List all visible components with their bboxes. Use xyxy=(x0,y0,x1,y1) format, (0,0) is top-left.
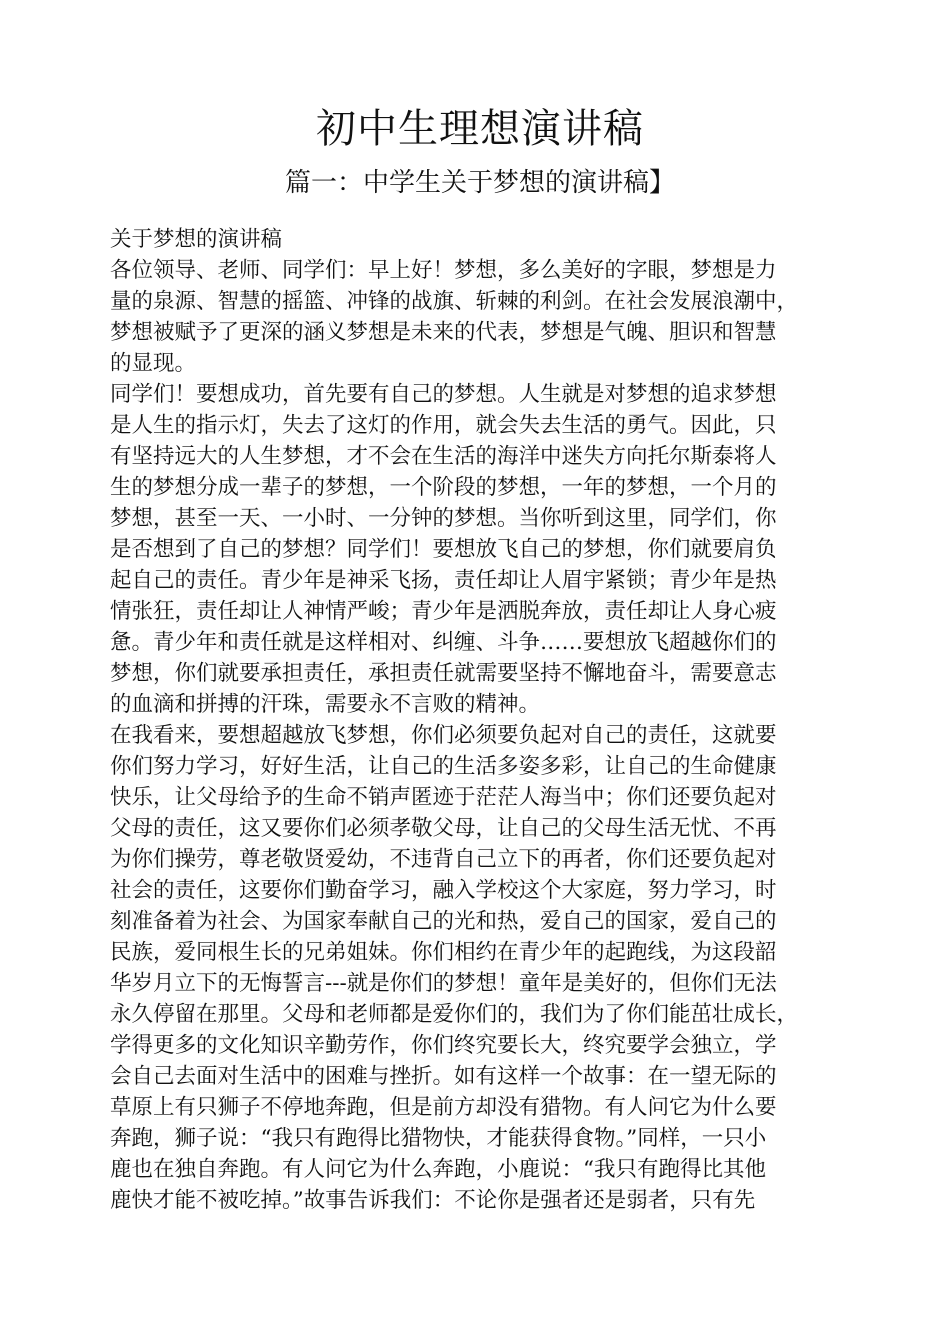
text-line: 永久停留在那里。父母和老师都是爱你们的，我们为了你们能茁壮成长， xyxy=(110,1002,799,1027)
text-line: 鹿快才能不被吃掉。”故事告诉我们：不论你是强者还是弱者，只有先 xyxy=(110,1188,756,1213)
text-line: 惫。青少年和责任就是这样相对、纠缠、斗争……要想放飞超越你们的 xyxy=(110,630,777,655)
text-line: 生的梦想分成一辈子的梦想，一个阶段的梦想，一年的梦想，一个月的 xyxy=(110,475,777,500)
text-line: 华岁月立下的无悔誓言---就是你们的梦想！童年是美好的，但你们无法 xyxy=(110,971,777,996)
text-line: 各位领导、老师、同学们：早上好！梦想，多么美好的字眼，梦想是力 xyxy=(110,258,777,283)
text-line: 在我看来，要想超越放飞梦想，你们必须要负起对自己的责任，这就要 xyxy=(110,723,777,748)
text-line: 的血滴和拼搏的汗珠，需要永不言败的精神。 xyxy=(110,692,541,717)
text-line: 梦想被赋予了更深的涵义梦想是未来的代表，梦想是气魄、胆识和智慧 xyxy=(110,320,777,345)
text-line: 是人生的指示灯，失去了这灯的作用，就会失去生活的勇气。因此，只 xyxy=(110,413,777,438)
text-line: 量的泉源、智慧的摇篮、冲锋的战旗、斩棘的利剑。在社会发展浪潮中， xyxy=(110,289,799,314)
text-line: 快乐，让父母给予的生命不销声匿迹于茫茫人海当中；你们还要负起对 xyxy=(110,785,777,810)
text-line: 会自己去面对生活中的困难与挫折。如有这样一个故事：在一望无际的 xyxy=(110,1064,777,1089)
text-line: 父母的责任，这又要你们必须孝敬父母，让自己的父母生活无忧、不再 xyxy=(110,816,777,841)
text-line: 奔跑，狮子说：“我只有跑得比猎物快，才能获得食物。”同样，一只小 xyxy=(110,1126,767,1151)
text-line: 学得更多的文化知识辛勤劳作，你们终究要长大，终究要学会独立，学 xyxy=(110,1033,777,1058)
text-line: 刻准备着为社会、为国家奉献自己的光和热，爱自己的国家，爱自己的 xyxy=(110,909,777,934)
text-line: 情张狂，责任却让人神情严峻；青少年是洒脱奔放，责任却让人身心疲 xyxy=(110,599,777,624)
text-line: 草原上有只狮子不停地奔跑，但是前方却没有猎物。有人问它为什么要 xyxy=(110,1095,777,1120)
text-line: 民族，爱同根生长的兄弟姐妹。你们相约在青少年的起跑线，为这段韶 xyxy=(110,940,777,965)
page-title: 初中生理想演讲稿 xyxy=(316,106,644,152)
text-line: 起自己的责任。青少年是神采飞扬，责任却让人眉宇紧锁；青少年是热 xyxy=(110,568,777,593)
text-line: 同学们！要想成功，首先要有自己的梦想。人生就是对梦想的追求梦想 xyxy=(110,382,777,407)
text-line: 你们努力学习，好好生活，让自己的生活多姿多彩，让自己的生命健康 xyxy=(110,754,777,779)
text-line: 社会的责任，这要你们勤奋学习，融入学校这个大家庭，努力学习，时 xyxy=(110,878,777,903)
text-line: 的显现。 xyxy=(110,351,197,376)
text-line: 有坚持远大的人生梦想，才不会在生活的海洋中迷失方向托尔斯泰将人 xyxy=(110,444,777,469)
text-line: 鹿也在独自奔跑。有人问它为什么奔跑，小鹿说：“我只有跑得比其他 xyxy=(110,1157,766,1182)
text-line: 梦想，甚至一天、一小时、一分钟的梦想。当你听到这里，同学们，你 xyxy=(110,506,777,531)
body-text xyxy=(110,224,850,1216)
text-line: 关于梦想的演讲稿 xyxy=(110,227,283,252)
text-line: 为你们操劳，尊老敬贤爱幼，不违背自己立下的再者，你们还要负起对 xyxy=(110,847,777,872)
text-line: 是否想到了自己的梦想？同学们！要想放飞自己的梦想，你们就要肩负 xyxy=(110,537,777,562)
section-heading: 篇一：中学生关于梦想的演讲稿】 xyxy=(284,168,675,198)
text-line: 梦想，你们就要承担责任，承担责任就需要坚持不懈地奋斗，需要意志 xyxy=(110,661,777,686)
